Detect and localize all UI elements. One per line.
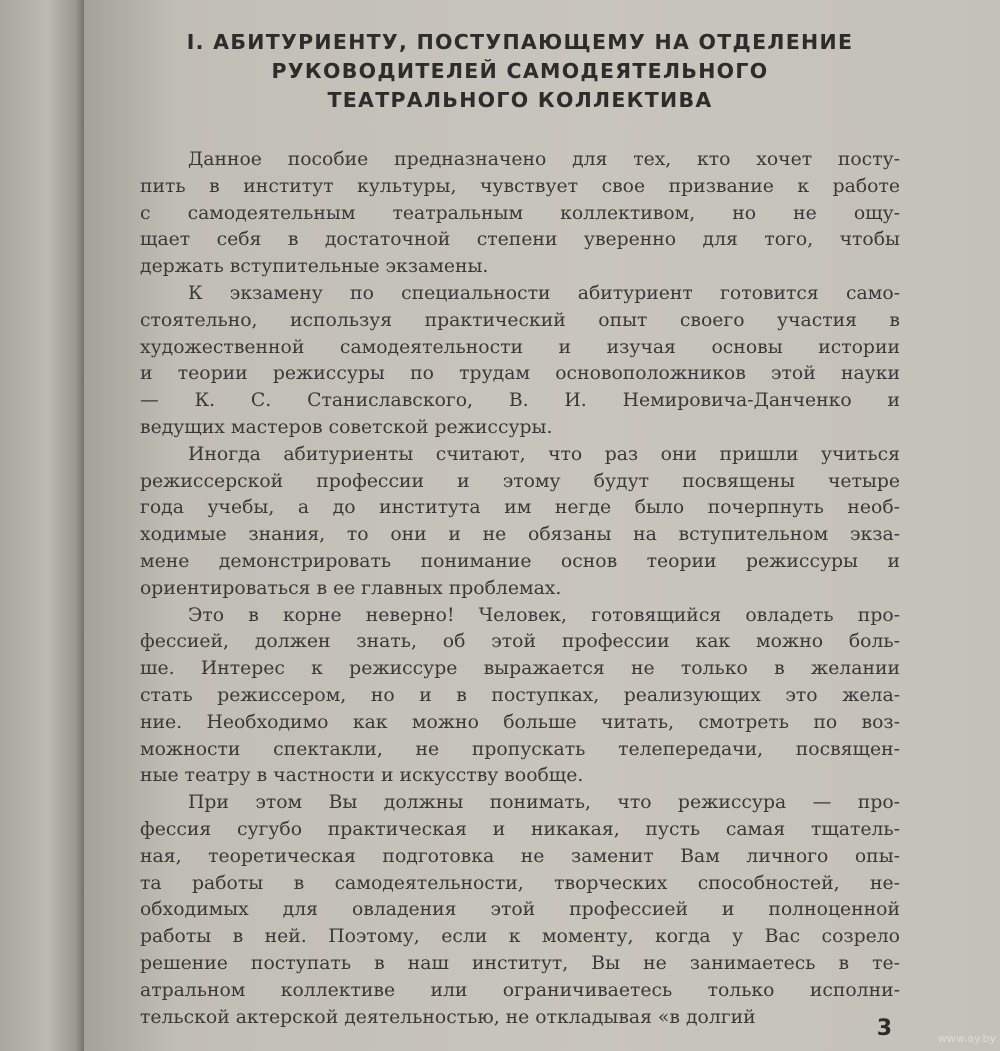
text-line: ходимые знания, то они и не обязаны на вступительном экза- bbox=[140, 524, 900, 546]
body-text bbox=[140, 147, 900, 1031]
text-line: К экзамену по специальности абитуриент готовится само- bbox=[188, 282, 900, 304]
text-line: тельской актерской деятельностью, не откладывая «в долгий bbox=[140, 1006, 756, 1028]
text-line: фессия сугубо практическая и никакая, пусть самая тщатель- bbox=[140, 818, 900, 840]
text-line: можности спектакли, не пропускать телепередачи, посвящен- bbox=[140, 738, 900, 760]
text-line: фессией, должен знать, об этой профессии как можно боль- bbox=[140, 631, 900, 653]
text-line: решение поступать в наш институт, Вы не занимаетесь в те- bbox=[140, 952, 900, 974]
paragraph bbox=[140, 790, 900, 1031]
text-line: режиссерской профессии и этому будут посвящены четыре bbox=[140, 470, 900, 492]
heading-line: РУКОВОДИТЕЛЕЙ САМОДЕЯТЕЛЬНОГО bbox=[271, 59, 769, 83]
paragraph bbox=[140, 442, 900, 603]
text-line: художественной самодеятельности и изучая основы истории bbox=[140, 336, 900, 358]
chapter-heading bbox=[140, 28, 900, 115]
paragraph bbox=[140, 603, 900, 791]
text-line: мене демонстрировать понимание основ теории режиссуры и bbox=[140, 550, 900, 572]
text-line: ние. Необходимо как можно больше читать, смотреть по воз- bbox=[140, 711, 900, 733]
text-line: года учебы, а до института им негде было почерпнуть необ- bbox=[140, 497, 900, 519]
watermark: www.ay.by bbox=[937, 1032, 996, 1045]
text-line: с самодеятельным театральным коллективом, но не ощу- bbox=[140, 202, 900, 224]
text-line: щает себя в достаточной степени уверенно для того, чтобы bbox=[140, 229, 900, 251]
text-line: ориентироваться в ее главных проблемах. bbox=[140, 577, 562, 599]
paragraph bbox=[140, 281, 900, 442]
text-line: работы в ней. Поэтому, если к моменту, когда у Вас созрело bbox=[140, 926, 900, 948]
paragraph bbox=[140, 147, 900, 281]
text-line: ведущих мастеров советской режиссуры. bbox=[140, 416, 553, 438]
text-line: та работы в самодеятельности, творческих способностей, не- bbox=[140, 872, 900, 894]
text-line: Это в корне неверно! Человек, готовящийся овладеть про- bbox=[188, 604, 900, 626]
text-line: ше. Интерес к режиссуре выражается не только в желании bbox=[140, 658, 900, 680]
text-line: атральном коллективе или ограничиваетесь только исполни- bbox=[140, 979, 900, 1001]
text-line: При этом Вы должны понимать, что режиссура — про- bbox=[188, 792, 900, 814]
text-line: стоятельно, используя практический опыт своего участия в bbox=[140, 309, 900, 331]
text-line: пить в институт культуры, чувствует свое призвание к работе bbox=[140, 175, 900, 197]
text-line: — К. С. Станиславского, В. И. Немировича-Данченко и bbox=[140, 390, 900, 412]
text-line: Данное пособие предназначено для тех, кто хочет посту- bbox=[188, 149, 900, 170]
text-line: и теории режиссуры по трудам основоположников этой науки bbox=[140, 363, 900, 385]
text-line: ная, теоретическая подготовка не заменит Вам личного опы- bbox=[140, 845, 900, 867]
text-line: ные театру в частности и искусству вообще. bbox=[140, 765, 584, 787]
page-number: 3 bbox=[876, 1016, 892, 1041]
text-line: обходимых для овладения этой профессией и полноценной bbox=[140, 899, 900, 921]
text-line: стать режиссером, но и в поступках, реализующих это жела- bbox=[140, 684, 900, 706]
text-line: держать вступительные экзамены. bbox=[140, 256, 489, 278]
left-page-edge bbox=[0, 0, 86, 1051]
heading-line: ТЕАТРАЛЬНОГО КОЛЛЕКТИВА bbox=[327, 88, 713, 112]
text-line: Иногда абитуриенты считают, что раз они пришли учиться bbox=[188, 443, 900, 465]
page-content bbox=[140, 28, 900, 1031]
heading-line: I. АБИТУРИЕНТУ, ПОСТУПАЮЩЕМУ НА ОТДЕЛЕНИЕ bbox=[186, 30, 854, 54]
